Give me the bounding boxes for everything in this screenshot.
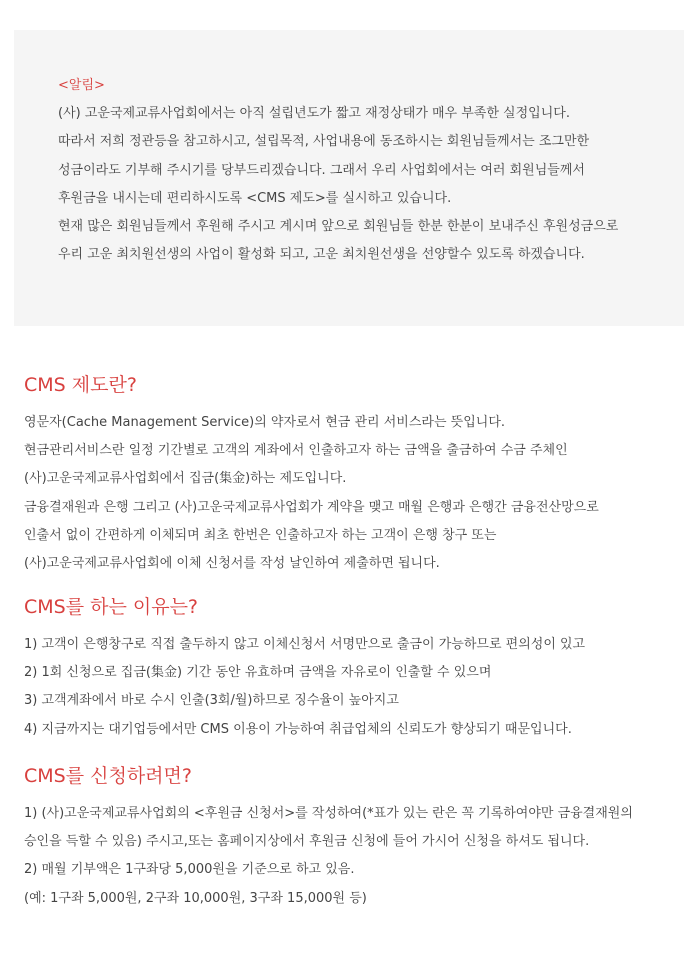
section-body: [24, 800, 690, 913]
section-body: [24, 409, 690, 578]
notice-content: [58, 76, 664, 270]
section-title: CMS 제도란?: [24, 374, 137, 396]
body-line: 현금관리서비스란 일정 기간별로 고객의 계좌에서 인출하고자 하는 금액을 출금하여 수금 주체인: [24, 443, 568, 459]
body-line: 금융결재원과 은행 그리고 (사)고운국제교류사업회가 계약을 맺고 매월 은행과 은행간 금융전산망으로: [24, 499, 599, 515]
notice-line: 현재 많은 회원님들께서 후원해 주시고 계시며 앞으로 회원님들 한분 한분이 보내주신 후원성금으로: [58, 219, 619, 235]
list-item: 2) 1회 신청으로 집금(集金) 기간 동안 유효하며 금액을 자유로이 인출할 수 있으며: [24, 665, 492, 681]
list-item: 4) 지금까지는 대기업등에서만 CMS 이용이 가능하여 취급업체의 신뢰도가 향상되기 때문입니다.: [24, 721, 572, 737]
list-item: 3) 고객계좌에서 바로 수시 인출(3회/월)하므로 징수율이 높아지고: [24, 693, 399, 709]
body-line: 2) 매월 기부액은 1구좌당 5,000원을 기준으로 하고 있음.: [24, 862, 355, 878]
section-how-to-apply: [24, 762, 690, 913]
body-line: (예: 1구좌 5,000원, 2구좌 10,000원, 3구좌 15,000원 등): [24, 890, 367, 906]
body-line: 1) (사)고운국제교류사업회의 <후원금 신청서>를 작성하여(*표가 있는 란은 꼭 기록하여야만 금융결재원의: [24, 806, 633, 821]
body-line: (사)고운국제교류사업회에서 집금(集金)하는 제도입니다.: [24, 471, 347, 487]
body-line: 승인을 득할 수 있음) 주시고,또는 홈페이지상에서 후원금 신청에 들어 가시어 신청을 하셔도 됩니다.: [24, 834, 590, 850]
notice-box: [14, 30, 684, 326]
notice-line: 우리 고운 최치원선생의 사업이 활성화 되고, 고운 최치원선생을 선양할수 있도록 하겠습니다.: [58, 247, 585, 263]
notice-line: 따라서 저희 정관등을 참고하시고, 설립목적, 사업내용에 동조하시는 회원님들께서는 조그만한: [58, 134, 590, 150]
body-line: 영문자(Cache Management Service)의 약자로서 현금 관리 서비스라는 뜻입니다.: [24, 415, 506, 430]
section-why-cms: [24, 593, 690, 744]
notice-title: <알림>: [58, 78, 105, 93]
body-line: 인출서 없이 간편하게 이체되며 최초 한번은 인출하고자 하는 고객이 은행 창구 또는: [24, 527, 497, 543]
notice-line: 성금이라도 기부해 주시기를 당부드리겠습니다. 그래서 우리 사업회에서는 여러 회원님들께서: [58, 162, 585, 178]
section-title: CMS를 신청하려면?: [24, 765, 192, 787]
section-body: [24, 631, 690, 744]
notice-line: 후원금을 내시는데 편리하시도록 <CMS 제도>를 실시하고 있습니다.: [58, 190, 452, 206]
body-line: (사)고운국제교류사업회에 이체 신청서를 작성 날인하여 제출하면 됩니다.: [24, 555, 440, 571]
list-item: 1) 고객이 은행창구로 직접 출두하지 않고 이체신청서 서명만으로 출금이 가능하므로 편의성이 있고: [24, 637, 586, 652]
notice-line: (사) 고운국제교류사업회에서는 아직 설립년도가 짧고 재정상태가 매우 부족한 실정입니다.: [58, 106, 570, 121]
section-what-is-cms: [24, 371, 690, 578]
section-title: CMS를 하는 이유는?: [24, 596, 199, 618]
notice-paragraph: [58, 100, 664, 270]
